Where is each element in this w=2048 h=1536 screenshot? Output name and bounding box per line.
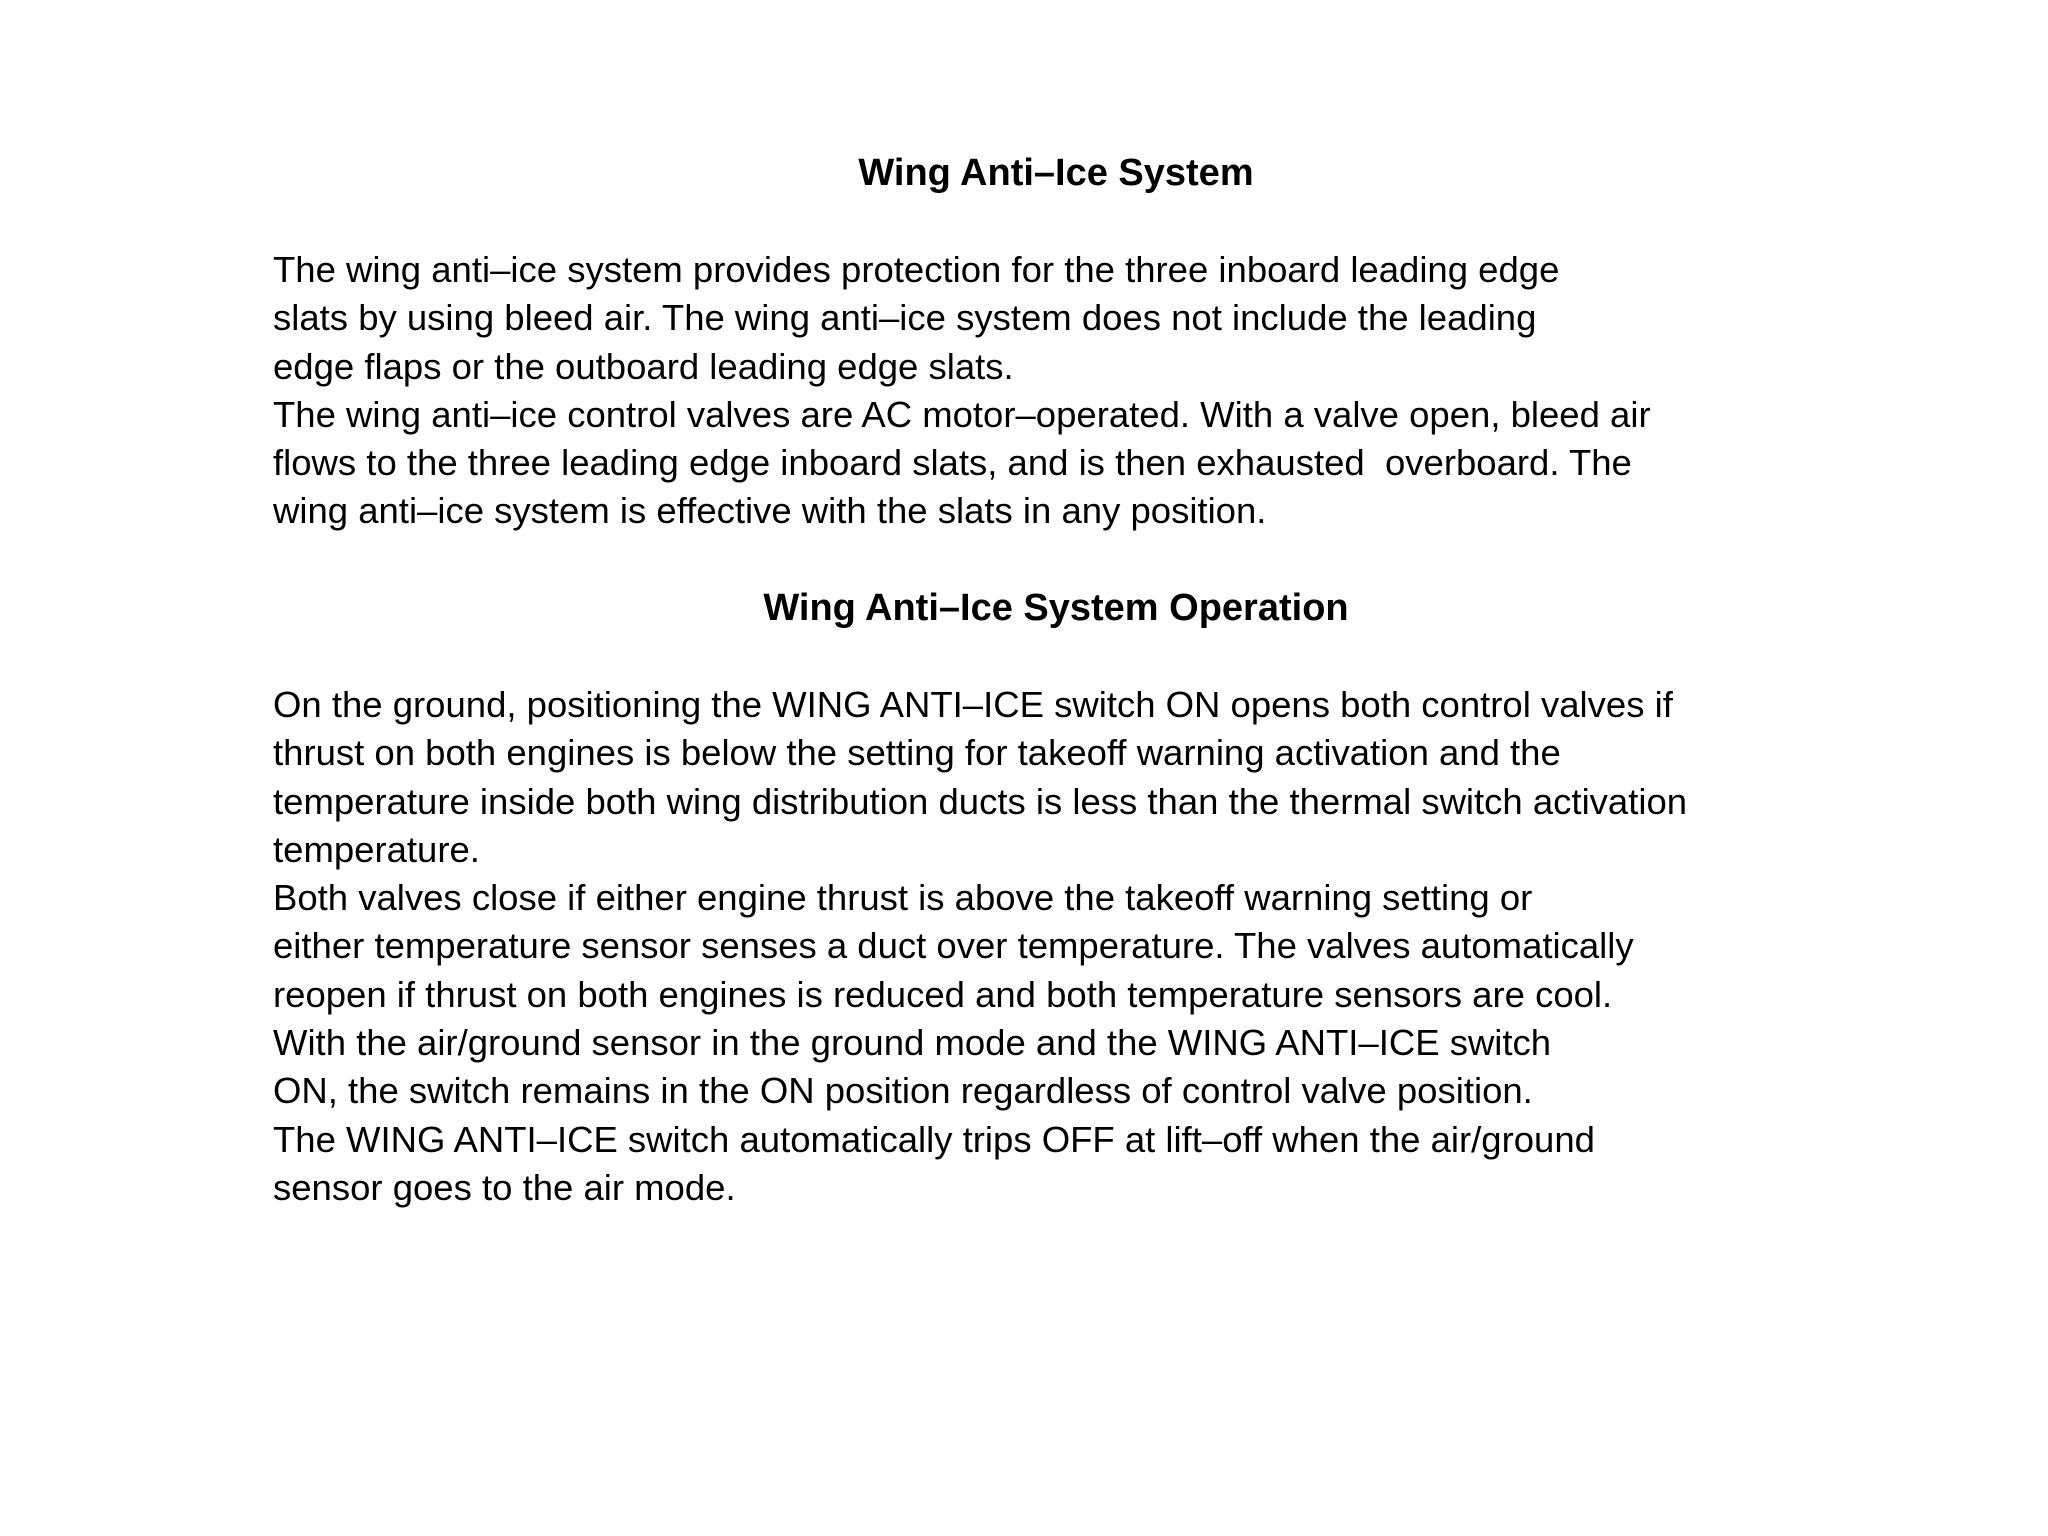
section-body-wing-anti-ice-system-operation — [273, 681, 1953, 1212]
text-line: wing anti–ice system is effective with the slats in any position. — [273, 490, 1267, 532]
section-body-wing-anti-ice-system — [273, 246, 1953, 536]
text-line: The wing anti–ice system provides protection for the three inboard leading edge — [273, 249, 1560, 290]
text-line: ON, the switch remains in the ON position regardless of control valve position. — [273, 1070, 1533, 1112]
section-heading-wing-anti-ice-system-operation: Wing Anti–Ice System Operation — [763, 587, 1349, 629]
text-line: Both valves close if either engine thrust is above the takeoff warning setting or — [273, 877, 1533, 919]
text-line: On the ground, positioning the WING ANTI–ICE switch ON opens both control valves if — [273, 684, 1673, 725]
text-line: The WING ANTI–ICE switch automatically trips OFF at lift–off when the air/ground — [273, 1118, 1595, 1160]
text-line: either temperature sensor senses a duct over temperature. The valves automatically — [273, 925, 1634, 967]
text-line: temperature inside both wing distribution ducts is less than the thermal switch activation — [273, 780, 1688, 822]
text-line: edge flaps or the outboard leading edge slats. — [273, 345, 1014, 387]
text-line: slats by using bleed air. The wing anti–ice system does not include the leading — [273, 297, 1537, 339]
text-line: reopen if thrust on both engines is reduced and both temperature sensors are cool. — [273, 973, 1613, 1015]
section-heading-wing-anti-ice-system: Wing Anti–Ice System — [858, 152, 1254, 194]
text-line: With the air/ground sensor in the ground mode and the WING ANTI–ICE switch — [273, 1022, 1552, 1064]
text-line: temperature. — [273, 828, 480, 870]
text-line: thrust on both engines is below the setting for takeoff warning activation and the — [273, 732, 1561, 774]
text-line: sensor goes to the air mode. — [273, 1166, 736, 1208]
text-line: The wing anti–ice control valves are AC motor–operated. With a valve open, bleed air — [273, 393, 1651, 435]
text-line: flows to the three leading edge inboard slats, and is then exhausted overboard. The — [273, 442, 1632, 484]
